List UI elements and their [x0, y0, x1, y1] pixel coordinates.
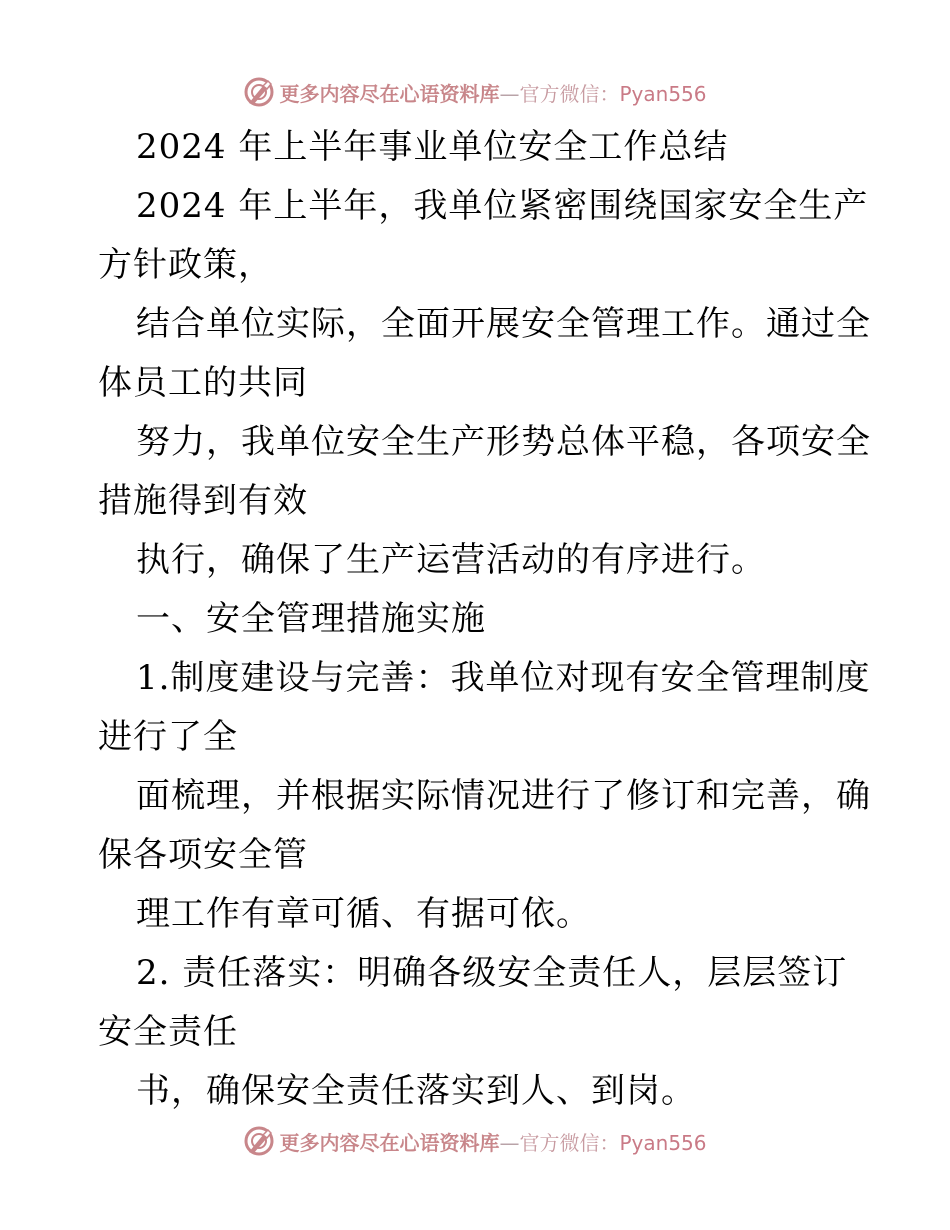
list-item-line: 安全责任	[98, 1012, 238, 1052]
section-heading: 一、安全管理措施实施	[136, 599, 486, 639]
list-item-line: 2. 责任落实：明确各级安全责任人，层层签订	[136, 953, 848, 993]
watermark-main-text: 更多内容尽在心语资料库	[279, 1130, 500, 1155]
watermark-main-text: 更多内容尽在心语资料库	[279, 81, 500, 106]
paragraph-line: 体员工的共同	[98, 363, 308, 403]
watermark-banner-bottom	[0, 1121, 950, 1161]
pen-logo-icon	[243, 1125, 275, 1157]
watermark-sub-text: 官方微信：	[519, 81, 620, 106]
watermark-separator: —	[499, 81, 520, 106]
list-item-line: 保各项安全管	[98, 835, 308, 875]
paragraph-line: 执行，确保了生产运营活动的有序进行。	[136, 540, 766, 580]
watermark-account-id: Pyan556	[619, 1130, 707, 1155]
paragraph-line: 方针政策，	[98, 245, 273, 285]
list-item-line: 理工作有章可循、有据可依。	[136, 894, 591, 934]
paragraph-line: 措施得到有效	[98, 481, 308, 521]
list-item-line: 进行了全	[98, 717, 238, 757]
list-item-line: 书，确保安全责任落实到人、到岗。	[136, 1071, 696, 1111]
watermark-separator: —	[499, 1130, 520, 1155]
list-item-line: 1.制度建设与完善：我单位对现有安全管理制度	[136, 658, 871, 698]
list-item-line: 面梳理，并根据实际情况进行了修订和完善，确	[136, 776, 871, 816]
paragraph-line: 努力，我单位安全生产形势总体平稳，各项安全	[136, 422, 871, 462]
watermark-banner-top	[0, 72, 950, 112]
paragraph-line: 结合单位实际，全面开展安全管理工作。通过全	[136, 304, 871, 344]
document-title: 2024 年上半年事业单位安全工作总结	[136, 127, 729, 167]
watermark-sub-text: 官方微信：	[519, 1130, 620, 1155]
watermark-account-id: Pyan556	[619, 81, 707, 106]
pen-logo-icon	[243, 76, 275, 108]
paragraph-line: 2024 年上半年，我单位紧密围绕国家安全生产	[136, 186, 869, 226]
document-body	[98, 118, 871, 1121]
